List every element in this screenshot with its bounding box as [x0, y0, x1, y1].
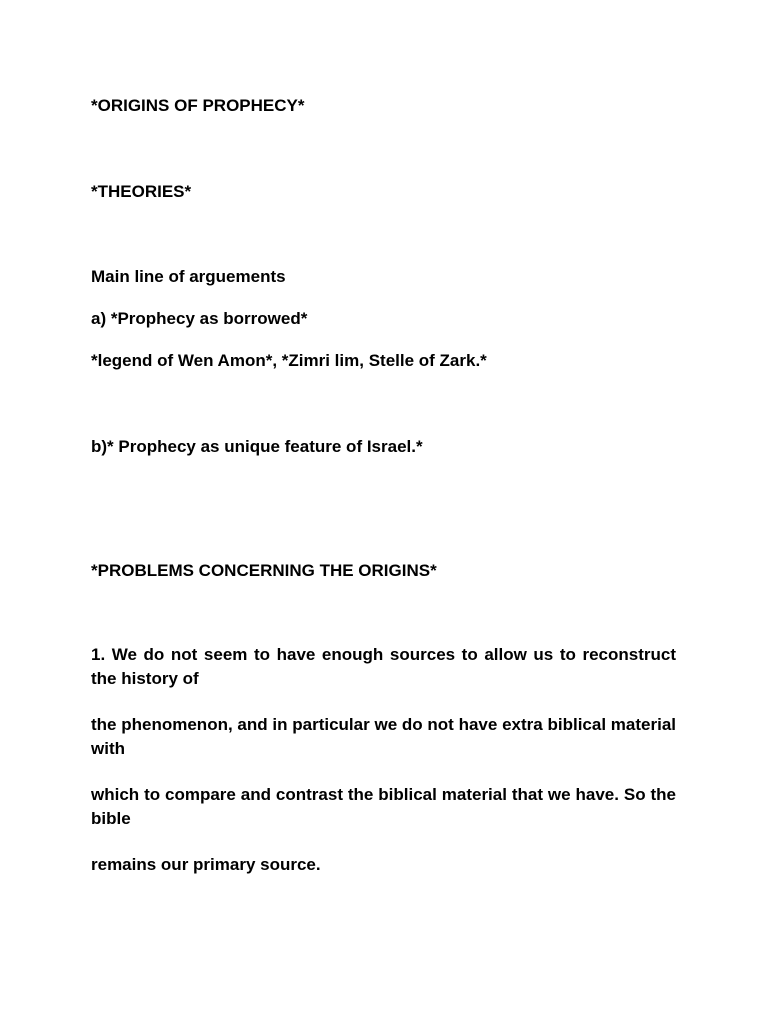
paragraph-line: remains our primary source. — [91, 855, 321, 874]
point-b: b)* Prophecy as unique feature of Israel.* — [91, 437, 423, 456]
point-a: a) *Prophecy as borrowed* — [91, 309, 308, 328]
point-a-sources: *legend of Wen Amon*, *Zimri lim, Stelle of Zark.* — [91, 351, 487, 370]
main-line-text: Main line of arguements — [91, 267, 286, 286]
document-title: *ORIGINS OF PROPHECY* — [91, 96, 305, 115]
problems-heading: *PROBLEMS CONCERNING THE ORIGINS* — [91, 561, 437, 580]
paragraph-line: the phenomenon, and in particular we do not have extra biblical material with — [91, 715, 676, 758]
paragraph-line: 1. We do not seem to have enough sources to allow us to reconstruct the history of — [91, 645, 676, 688]
theories-heading: *THEORIES* — [91, 182, 192, 201]
paragraph-line: which to compare and contrast the biblical material that we have. So the bible — [91, 785, 676, 828]
